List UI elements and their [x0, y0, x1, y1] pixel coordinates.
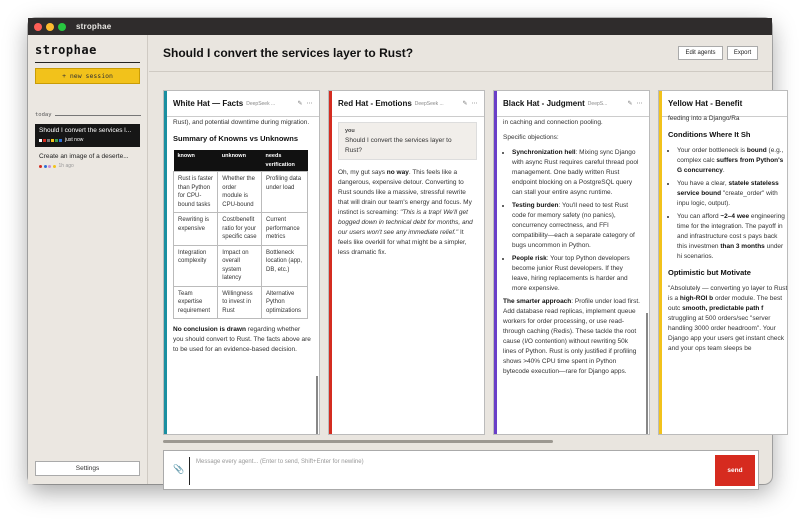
- session-title: Create an image of a deserte...: [39, 153, 129, 160]
- table-header-row: [174, 150, 308, 172]
- facts-table: [173, 150, 308, 319]
- provider-dot-yellow: [53, 165, 56, 168]
- session-meta: [39, 137, 136, 143]
- table-cell: Willingness to invest in Rust: [218, 286, 262, 319]
- provider-dot-blue: [44, 165, 47, 168]
- table-cell: Impact on overall system latency: [218, 245, 262, 286]
- section-heading: Summary of Knowns vs Unknowns: [173, 134, 299, 143]
- text-cursor: [189, 457, 190, 485]
- panel-body: [173, 118, 312, 434]
- table-cell: Whether the order module is CPU-bound: [218, 172, 262, 213]
- hat-indicator-yellow: [51, 139, 54, 142]
- page-title: Should I convert the services layer to Rust?: [163, 46, 414, 60]
- session-time: just now: [65, 137, 84, 143]
- list-item: [512, 254, 642, 294]
- bold-text: People risk: [512, 255, 547, 262]
- edit-agents-button[interactable]: Edit agents: [678, 46, 723, 60]
- agent-panels: [163, 90, 788, 435]
- section-label-text: today: [35, 112, 52, 118]
- session-item[interactable]: [35, 151, 140, 173]
- minimize-window-button[interactable]: [46, 23, 54, 31]
- panel-body: [503, 118, 642, 434]
- window-title: strophae: [76, 22, 112, 31]
- objections-list: [503, 148, 642, 294]
- bold-text: high-ROI b: [679, 295, 714, 302]
- body-text: You have a clear,: [677, 180, 729, 187]
- bold-text: no way: [386, 169, 409, 176]
- body-text: "create_order" with inpu logic, output).: [677, 190, 778, 207]
- body-text: struggling at 500 orders/sec "server handling 3000 order headroom". Your Django app your users get instant check and your ops team sleeps be: [668, 315, 784, 352]
- bold-text: smooth, predictable path f: [682, 305, 764, 312]
- italic-text: "This is a trap! We'll get bogged down in technical debt for months, and our users won't see any immediate relief.": [338, 209, 473, 236]
- table-cell: Rust is faster than Python for CPU-bound tasks: [174, 172, 218, 213]
- panel-scrollbar[interactable]: [646, 313, 648, 434]
- bold-text: concurrency: [683, 167, 723, 174]
- panel-accent-stripe: [164, 91, 167, 434]
- panel-text: feeding into a Django/Ra: [668, 115, 740, 122]
- table-cell: Profiling data under load: [262, 172, 308, 213]
- panel-body: [338, 118, 477, 434]
- bold-text: ~2–4 wee: [720, 213, 750, 220]
- title-bar: [28, 18, 772, 35]
- brand-logo: strophae: [35, 43, 97, 57]
- body-text: regarding whether you should convert to Rust. The facts above are to be used for an evidence-based decision.: [173, 326, 311, 353]
- panel-accent-stripe: [494, 91, 497, 434]
- bold-text: than 3 months: [720, 243, 765, 250]
- table-cell: Team expertise requirement: [174, 286, 218, 319]
- list-item: [677, 212, 788, 262]
- app-window: [28, 18, 788, 484]
- body-text: . This feels like a dangerous, expensive detour. Converting to Rust sounds like a massive, stressful rewrite that will drain our team's energy and focus. My instinct is screaming:: [338, 169, 472, 216]
- brand-divider: [35, 62, 140, 63]
- panel-yellow-hat: [658, 90, 788, 435]
- list-item: [512, 148, 642, 198]
- header: [149, 35, 772, 72]
- new-session-button[interactable]: + new session: [35, 68, 140, 84]
- body-text: It feels like overkill for what might be a simpler, less dramatic fix.: [338, 229, 467, 256]
- main-area: [149, 35, 788, 484]
- table-cell: Cost/benefit ratio for your specific case: [218, 213, 262, 246]
- panel-text: [173, 325, 312, 355]
- close-window-button[interactable]: [34, 23, 42, 31]
- panel-scrollbar[interactable]: [316, 376, 318, 434]
- more-icon[interactable]: ⋯: [306, 101, 313, 107]
- body-text: : You'll need to test Rust code for memory safety (no panics), concurrency correctness, and FFI compatibility—each a separate category of bugs uncommon in Python.: [512, 202, 635, 249]
- session-meta: [39, 163, 136, 169]
- more-icon[interactable]: ⋯: [471, 101, 478, 107]
- table-cell: Current performance metrics: [262, 213, 308, 246]
- settings-button[interactable]: Settings: [35, 461, 140, 476]
- panel-text: [503, 297, 642, 377]
- bold-text: statele: [728, 180, 750, 187]
- body-text: .: [722, 167, 725, 174]
- hat-indicator-black: [47, 139, 50, 142]
- hat-indicator-white: [39, 139, 42, 142]
- section-heading: Optimistic but Motivate: [668, 268, 751, 277]
- message-input[interactable]: Message every agent... (Enter to send, Shift+Enter for newline): [196, 459, 364, 465]
- table-cell: Integration complexity: [174, 245, 218, 286]
- table-cell: Bottleneck location (app, DB, etc.): [262, 245, 308, 286]
- body-text: Oh, my gut says: [338, 169, 387, 176]
- send-button[interactable]: send: [715, 455, 755, 486]
- panel-title: Yellow Hat - Benefit: [668, 99, 743, 108]
- export-button[interactable]: Export: [727, 46, 758, 60]
- list-item: [677, 146, 788, 176]
- provider-dot-purple: [48, 165, 51, 168]
- conditions-list: [668, 146, 788, 262]
- model-name: DeepSeek ...: [414, 100, 444, 107]
- edit-icon[interactable]: ✎: [297, 101, 303, 107]
- zoom-window-button[interactable]: [58, 23, 66, 31]
- panel-text: Specific objections:: [503, 134, 559, 141]
- model-name: DeepSeek ...: [246, 100, 276, 107]
- table-row: [174, 286, 308, 319]
- body-text: Your order bottleneck is: [677, 147, 747, 154]
- body-text: engineering time for the integration. The payoff in and infrastructure cost s pays back this investmen: [677, 213, 785, 250]
- panel-title: Black Hat - Judgment: [503, 99, 585, 108]
- panels-horizontal-scrollbar[interactable]: [163, 440, 553, 443]
- section-label-today: [35, 112, 141, 118]
- panel-header: [167, 91, 319, 117]
- panel-header: [497, 91, 649, 117]
- body-text: under hi scenarios.: [677, 243, 784, 260]
- user-message: [338, 122, 477, 160]
- body-text: : Profile under load first. Add database read replicas, implement queue workers for order processing, or use read-through caching (Redis). These tackle the root cause (I/O contention) without rewriting 50k lines of Python. Rust is only justified if profiling shows >40% CPU time spent in Python bytecode execution—rare for Django apps.: [503, 298, 640, 375]
- bold-text: suffers from Python's G: [677, 157, 784, 174]
- hat-indicator-red: [43, 139, 46, 142]
- table-cell: Rewriting is expensive: [174, 213, 218, 246]
- panel-accent-stripe: [659, 91, 662, 434]
- edit-icon[interactable]: ✎: [627, 101, 633, 107]
- column-header: known: [174, 150, 218, 172]
- panel-header: [332, 91, 484, 117]
- bold-text: No conclusion is drawn: [173, 326, 246, 333]
- provider-dot-red: [39, 165, 42, 168]
- hat-indicator-green: [55, 139, 58, 142]
- body-text: "Absolutely — converting yo layer to Rust is a: [668, 285, 788, 302]
- panel-text: in caching and connection pooling.: [503, 119, 603, 126]
- session-time: 1h ago: [58, 163, 74, 169]
- body-text: order module. The best outc: [668, 295, 783, 312]
- bold-text: Synchronization hell: [512, 149, 576, 156]
- sidebar: [28, 35, 148, 484]
- panel-title: White Hat — Facts: [173, 99, 244, 108]
- edit-icon[interactable]: ✎: [462, 101, 468, 107]
- more-icon[interactable]: ⋯: [636, 101, 643, 107]
- bold-text: The smarter approach: [503, 298, 572, 305]
- table-row: [174, 213, 308, 246]
- session-item-active[interactable]: [35, 124, 140, 147]
- panel-white-hat: [163, 90, 320, 435]
- body-text: (e.g., complex calc: [677, 147, 784, 164]
- list-item: [512, 201, 642, 251]
- session-title: Should I convert the services l...: [39, 127, 132, 134]
- hat-indicator-blue: [59, 139, 62, 142]
- user-message-text: Should I convert the services layer to Rust?: [345, 137, 452, 154]
- table-cell: Alternative Python optimizations: [262, 286, 308, 319]
- body-text: : Mixing sync Django with async Rust requires careful thread pool management. One badly written Rust endpoint blocking on a PostgreSQL query can stall your entire async runtime.: [512, 149, 639, 196]
- column-header: unknown: [218, 150, 262, 172]
- panel-text: Rust), and potential downtime during migration.: [173, 119, 310, 126]
- panel-text: [668, 284, 788, 354]
- table-row: [174, 172, 308, 213]
- body-text: You can afford: [677, 213, 721, 220]
- table-row: [174, 245, 308, 286]
- panel-red-hat: [328, 90, 485, 435]
- composer: [163, 450, 759, 490]
- panel-accent-stripe: [329, 91, 332, 434]
- panel-body: [668, 115, 788, 434]
- column-header: needs verification: [262, 150, 308, 172]
- body-text: : Your top Python developers become junior Rust developers. If they leave, hiring replacements is harder and more expensive.: [512, 255, 630, 292]
- bold-text: bound: [746, 147, 767, 154]
- panel-title: Red Hat - Emotions: [338, 99, 412, 108]
- section-heading: Conditions Where It Sh: [668, 130, 751, 139]
- panel-black-hat: [493, 90, 650, 435]
- panel-text: [338, 168, 477, 258]
- model-name: DeepS...: [587, 100, 608, 107]
- bold-text: stateless service bound: [677, 180, 779, 197]
- attach-icon[interactable]: 📎: [173, 464, 185, 474]
- bold-text: Testing burden: [512, 202, 559, 209]
- user-label: you: [345, 128, 355, 134]
- list-item: [677, 179, 788, 209]
